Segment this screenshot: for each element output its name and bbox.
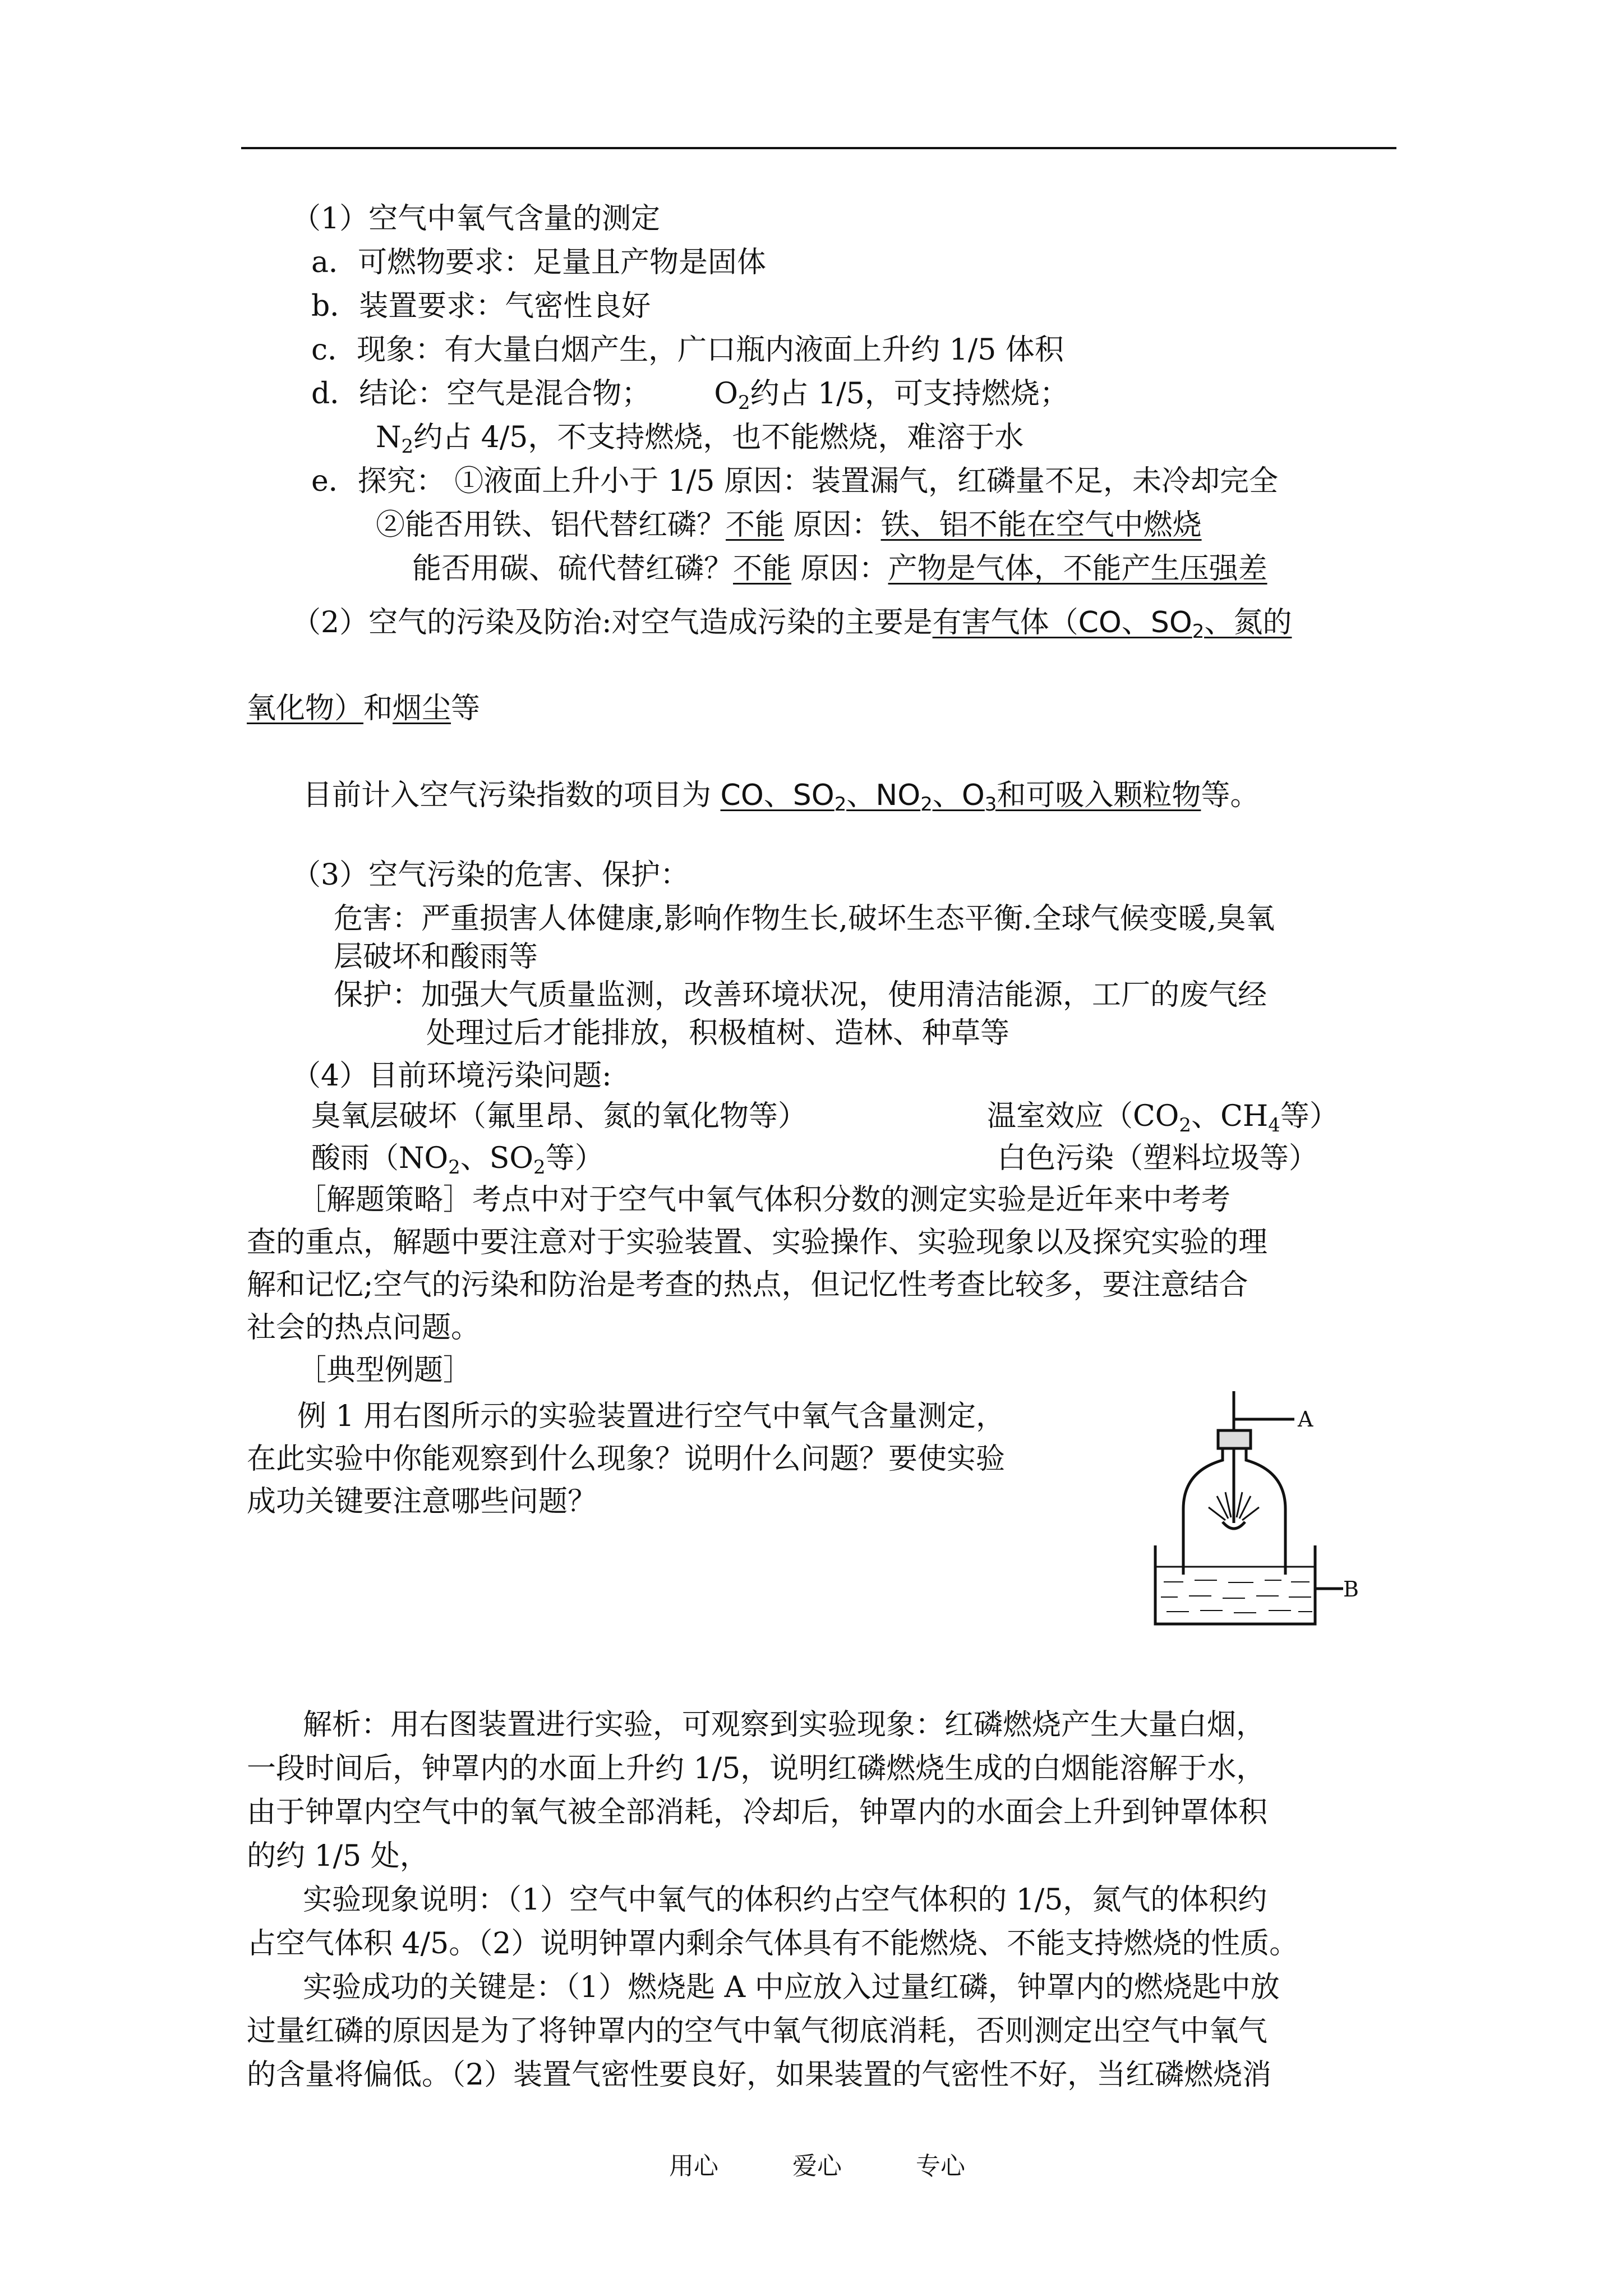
section3-protect-cont: 处理过后才能排放，积极植树、造林、种草等 <box>426 1016 1010 1050</box>
section1-item-b: b．装置要求：气密性良好 <box>311 289 651 323</box>
section1-item-d: d．结论：空气是混合物； $O_2$约占 1/5，可支持燃烧； <box>311 377 1069 414</box>
analysis-line6: 占空气体积 4/5。（2）说明钟罩内剩余气体具有不能燃烧、不能支持燃烧的性质。 <box>247 1927 1299 1961</box>
section3-title: （3）空气污染的危害、保护： <box>292 858 690 892</box>
footer-text-a: 用心 <box>669 2152 718 2180</box>
stopper <box>1218 1430 1251 1448</box>
apparatus-diagram <box>1144 1388 1357 1635</box>
footer-text-b: 爱心 <box>792 2152 842 2180</box>
section1-title: （1）空气中氧气含量的测定 <box>292 202 661 236</box>
strategy-line2: 查的重点，解题中要注意对于实验装置、实验操作、实验现象以及探究实验的理 <box>247 1226 1268 1259</box>
section4-problem-acid-rain: 酸雨（$NO_2$、$SO_2$等） <box>311 1142 604 1179</box>
footer-text-c: 专心 <box>916 2152 965 2180</box>
water-hatching <box>1161 1580 1312 1613</box>
analysis-line3: 由于钟罩内空气中的氧气被全部消耗，冷却后，钟罩内的水面会上升到钟罩体积 <box>247 1796 1268 1829</box>
header-rule <box>241 147 1396 149</box>
section2-line2: 氧化物）和烟尘等 <box>247 692 481 725</box>
analysis-line7: 实验成功的关键是：（1）燃烧匙 A 中应放入过量红磷，钟罩内的燃烧匙中放 <box>303 1971 1280 2004</box>
label-b: B <box>1343 1577 1359 1602</box>
example-question-line1: 例 1 用右图所示的实验装置进行空气中氧气含量测定， <box>297 1400 1006 1433</box>
section4-problem-white-pollution: 白色污染（塑料垃圾等） <box>997 1142 1318 1175</box>
analysis-line4: 的约 1/5 处， <box>247 1839 429 1873</box>
section2-line1: （2）空气的污染及防治:对空气造成污染的主要是有害气体（CO、$SO_2$、氮的 <box>292 606 1292 643</box>
section1-item-e2: ②能否用铁、铝代替红磷？不能 原因：铁、铝不能在空气中燃烧 <box>376 508 1202 542</box>
strategy-line3: 解和记忆;空气的污染和防治是考查的热点，但记忆性考查比较多，要注意结合 <box>247 1268 1248 1302</box>
analysis-line2: 一段时间后，钟罩内的水面上升约 1/5，说明红磷燃烧生成的白烟能溶解于水， <box>247 1752 1266 1786</box>
section4-problem-greenhouse: 温室效应（$CO_2$、$CH_4$等） <box>987 1099 1339 1137</box>
example-question-line3: 成功关键要注意哪些问题？ <box>247 1485 597 1519</box>
flame-icon <box>1209 1487 1259 1520</box>
strategy-line1: ［解题策略］考点中对于空气中氧气体积分数的测定实验是近年来中考考 <box>297 1183 1231 1217</box>
strategy-line4: 社会的热点问题。 <box>247 1311 481 1345</box>
analysis-line1: 解析：用右图装置进行实验，可观察到实验现象：红磷燃烧产生大量白烟， <box>303 1708 1266 1742</box>
section3-protect: 保护：加强大气质量监测，改善环境状况，使用清洁能源，工厂的废气经 <box>334 978 1267 1012</box>
section3-harm-cont: 层破坏和酸雨等 <box>334 940 538 974</box>
section4-title: （4）目前环境污染问题: <box>292 1059 612 1093</box>
section1-item-a: a．可燃物要求：足量且产物是固体 <box>311 246 767 279</box>
analysis-line5: 实验现象说明：（1）空气中氧气的体积约占空气体积的 1/5，氮气的体积约 <box>303 1883 1267 1917</box>
example-question-line2: 在此实验中你能观察到什么现象？说明什么问题？要使实验 <box>247 1442 1006 1476</box>
label-a: A <box>1298 1407 1313 1432</box>
section1-item-e3: 能否用碳、硫代替红磷？不能 原因：产物是气体，不能产生压强差 <box>412 552 1267 586</box>
section4-problem-ozone: 臭氧层破坏（氟里昂、氮的氧化物等） <box>311 1099 808 1133</box>
example-header: ［典型例题］ <box>297 1354 473 1387</box>
section1-item-e: e．探究： ①液面上升小于 1/5 原因：装置漏气，红磷量不足，未冷却完全 <box>311 464 1279 498</box>
analysis-line9: 的含量将偏低。（2）装置气密性要良好，如果装置的气密性不好，当红磷燃烧消 <box>247 2058 1272 2092</box>
section2-line3: 目前计入空气污染指数的项目为 CO、$SO_2$、$NO_2$、$O_3$和可吸入颗粒物等。 <box>303 779 1260 816</box>
section1-item-d-cont: $N_2$约占 4/5，不支持燃烧，也不能燃烧，难溶于水 <box>376 421 1024 458</box>
section3-harm: 危害：严重损害人体健康,影响作物生长,破坏生态平衡.全球气候变暖,臭氧 <box>334 902 1275 936</box>
section1-item-c: c．现象：有大量白烟产生，广口瓶内液面上升约 1/5 体积 <box>311 333 1064 367</box>
analysis-line8: 过量红磷的原因是为了将钟罩内的空气中氧气彻底消耗，否则测定出空气中氧气 <box>247 2014 1268 2048</box>
